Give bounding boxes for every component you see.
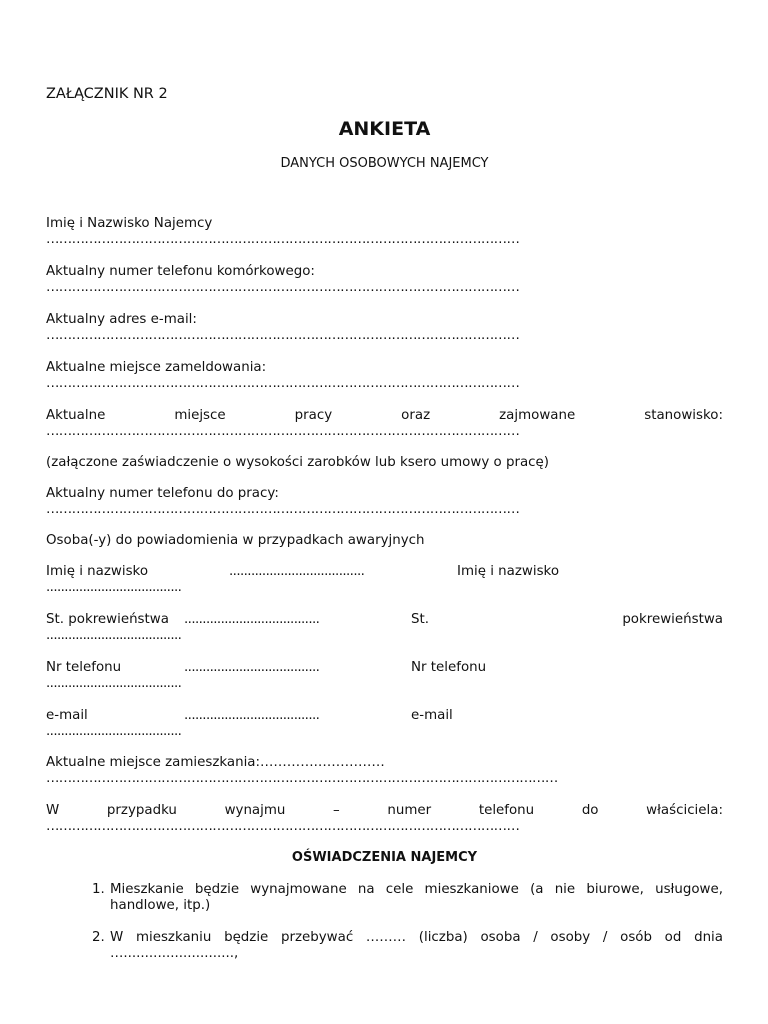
work-note: (załączone zaświadczenie o wysokości zarobków lub ksero umowy o pracę) bbox=[46, 455, 549, 470]
field-label bbox=[46, 803, 723, 819]
fill-line[interactable]: ..................................... bbox=[229, 564, 365, 579]
label-word: telefonu bbox=[478, 803, 535, 818]
label-word: przypadku bbox=[106, 803, 177, 818]
phone-label-2: Nr telefonu bbox=[411, 660, 487, 675]
fill-line[interactable]: ………….…………… bbox=[260, 755, 385, 770]
label-word: – bbox=[333, 803, 340, 818]
fill-line[interactable]: ………………………………………………………………………………………………… bbox=[46, 232, 520, 247]
label-word: numer bbox=[387, 803, 432, 818]
field-label: Aktualny numer telefonu komórkowego: bbox=[46, 264, 315, 279]
relation-label-2b: pokrewieństwa bbox=[622, 612, 723, 627]
fill-line[interactable]: ………………………………………………………………………………………………… bbox=[46, 819, 520, 834]
fill-line[interactable]: ..................................... bbox=[184, 660, 320, 675]
field-label: Aktualne miejsce zameldowania: bbox=[46, 360, 267, 375]
statements-heading: OŚWIADCZENIA NAJEMCY bbox=[291, 850, 478, 865]
field-work-phone bbox=[46, 486, 723, 518]
field-workplace bbox=[46, 408, 723, 440]
label-word: stanowisko: bbox=[644, 408, 723, 423]
label-word: pracy bbox=[294, 408, 333, 423]
label-word: Aktualne bbox=[46, 408, 106, 423]
fill-line[interactable]: ..................................... bbox=[184, 708, 320, 723]
item-text: W mieszkaniu będzie przebywać ……… (liczba) osoba / osoby / osób od dnia ….........................., bbox=[110, 930, 723, 961]
fill-line[interactable]: ..................................... bbox=[46, 580, 182, 595]
field-label: Aktualny adres e-mail: bbox=[46, 312, 197, 327]
annex-number: ZAŁĄCZNIK NR 2 bbox=[46, 86, 168, 102]
relation-label-2a: St. bbox=[411, 612, 430, 627]
label-word: oraz bbox=[401, 408, 431, 423]
email-label-2: e-mail bbox=[411, 708, 453, 723]
field-label: Aktualne miejsce zamieszkania:………….…………… bbox=[46, 755, 385, 770]
fill-line[interactable]: ………………………………………………………………………………………………… bbox=[46, 376, 520, 391]
field-label bbox=[46, 408, 723, 424]
field-mobile-phone bbox=[46, 264, 723, 296]
label-word: zajmowane bbox=[499, 408, 576, 423]
item-number: 2. bbox=[92, 930, 105, 945]
fill-line[interactable]: ..................................... bbox=[46, 676, 182, 691]
label-word: W bbox=[46, 803, 60, 818]
label-word: miejsce bbox=[174, 408, 226, 423]
fill-line[interactable]: ………………………………………………………………………………………………… bbox=[46, 280, 520, 295]
fill-line[interactable]: ………………………………………………………………………………………………………… bbox=[46, 771, 558, 786]
field-label: Aktualny numer telefonu do pracy: bbox=[46, 486, 279, 501]
fill-line[interactable]: ………………………………………………………………………………………………… bbox=[46, 328, 520, 343]
fill-line[interactable]: ………………………………………………………………………………………………… bbox=[46, 424, 520, 439]
field-tenant-name bbox=[46, 216, 723, 248]
item-text: Mieszkanie będzie wynajmowane na cele mieszkaniowe (a nie biurowe, usługowe, handlowe, itp.) bbox=[110, 882, 723, 913]
name-label-2: Imię i nazwisko bbox=[457, 564, 560, 579]
document-title: ANKIETA bbox=[338, 118, 431, 140]
item-number: 1. bbox=[92, 882, 105, 897]
relation-label: St. pokrewieństwa bbox=[46, 612, 169, 627]
label-word: do bbox=[581, 803, 599, 818]
phone-label: Nr telefonu bbox=[46, 660, 122, 675]
name-label: Imię i nazwisko bbox=[46, 564, 149, 579]
fill-line[interactable]: ..................................... bbox=[184, 612, 320, 627]
label-word: właściciela: bbox=[646, 803, 723, 818]
document-subtitle: DANYCH OSOBOWYCH NAJEMCY bbox=[280, 156, 489, 171]
field-owner-phone bbox=[46, 803, 723, 835]
field-residence bbox=[46, 755, 723, 787]
field-email bbox=[46, 312, 723, 344]
field-registration-address bbox=[46, 360, 723, 392]
fill-line[interactable]: ..................................... bbox=[46, 628, 182, 643]
label-word: wynajmu bbox=[224, 803, 286, 818]
email-label: e-mail bbox=[46, 708, 88, 723]
fill-line[interactable]: ..................................... bbox=[46, 724, 182, 739]
emergency-heading: Osoba(-y) do powiadomienia w przypadkach awaryjnych bbox=[46, 533, 425, 548]
field-label: Imię i Nazwisko Najemcy bbox=[46, 216, 213, 231]
fill-line[interactable]: ………………………………………………………………………………………………… bbox=[46, 502, 520, 517]
